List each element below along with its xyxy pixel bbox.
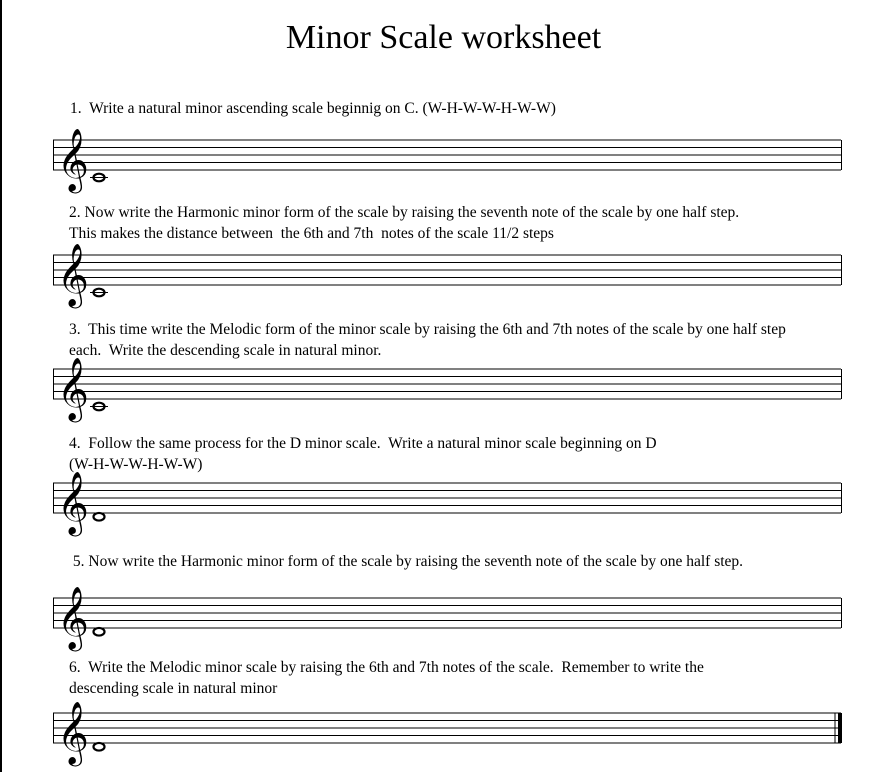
instruction-line: This makes the distance between the 6th and 7th notes of the scale 11/2 steps [69,225,554,242]
staff-4[interactable] [53,471,843,534]
instruction-line: 5. Now write the Harmonic minor form of the scale by raising the seventh note of the scale by one half step. [69,553,744,570]
treble-clef-icon: 𝄞 [57,586,89,649]
treble-clef-icon: 𝄞 [57,243,89,306]
whole-note-icon [94,513,105,521]
staff-3[interactable] [53,357,843,420]
instruction-line: 1. Write a natural minor ascending scale beginnig on C. (W-H-W-W-H-W-W) [70,100,556,117]
staff-2[interactable] [53,243,843,306]
instruction-line: 2. Now write the Harmonic minor form of the scale by raising the seventh note of the scale by one half step. [69,204,740,221]
instruction-line: each. Write the descending scale in natural minor. [69,342,382,359]
staff-6[interactable] [53,701,843,764]
instruction-line: (W-H-W-W-H-W-W) [69,456,203,473]
instruction-line: 6. Write the Melodic minor scale by raising the 6th and 7th notes of the scale. Remember to write the [69,659,704,676]
final-barline-thick [838,713,842,743]
treble-clef-icon: 𝄞 [57,471,89,534]
instruction-line: 4. Follow the same process for the D minor scale. Write a natural minor scale beginning on D [69,435,657,452]
treble-clef-icon: 𝄞 [57,128,89,191]
instruction-line: descending scale in natural minor [69,680,278,697]
treble-clef-icon: 𝄞 [57,357,89,420]
whole-note-icon [94,628,105,636]
staff-1[interactable] [53,128,843,191]
exercise-5-instruction [69,551,743,572]
exercise-4-instruction [69,433,657,475]
exercise-6-instruction [69,657,704,699]
instruction-line: 3. This time write the Melodic form of the minor scale by raising the 6th and 7th notes of the scale by one half step [69,321,786,338]
exercise-3-instruction [69,319,786,361]
page-title: Minor Scale worksheet [285,19,602,56]
exercise-1-instruction [70,98,556,119]
page-left-border [0,0,2,772]
treble-clef-icon: 𝄞 [57,701,89,764]
whole-note-icon [94,743,105,751]
staff-5[interactable] [53,586,843,649]
exercise-2-instruction [69,202,739,244]
